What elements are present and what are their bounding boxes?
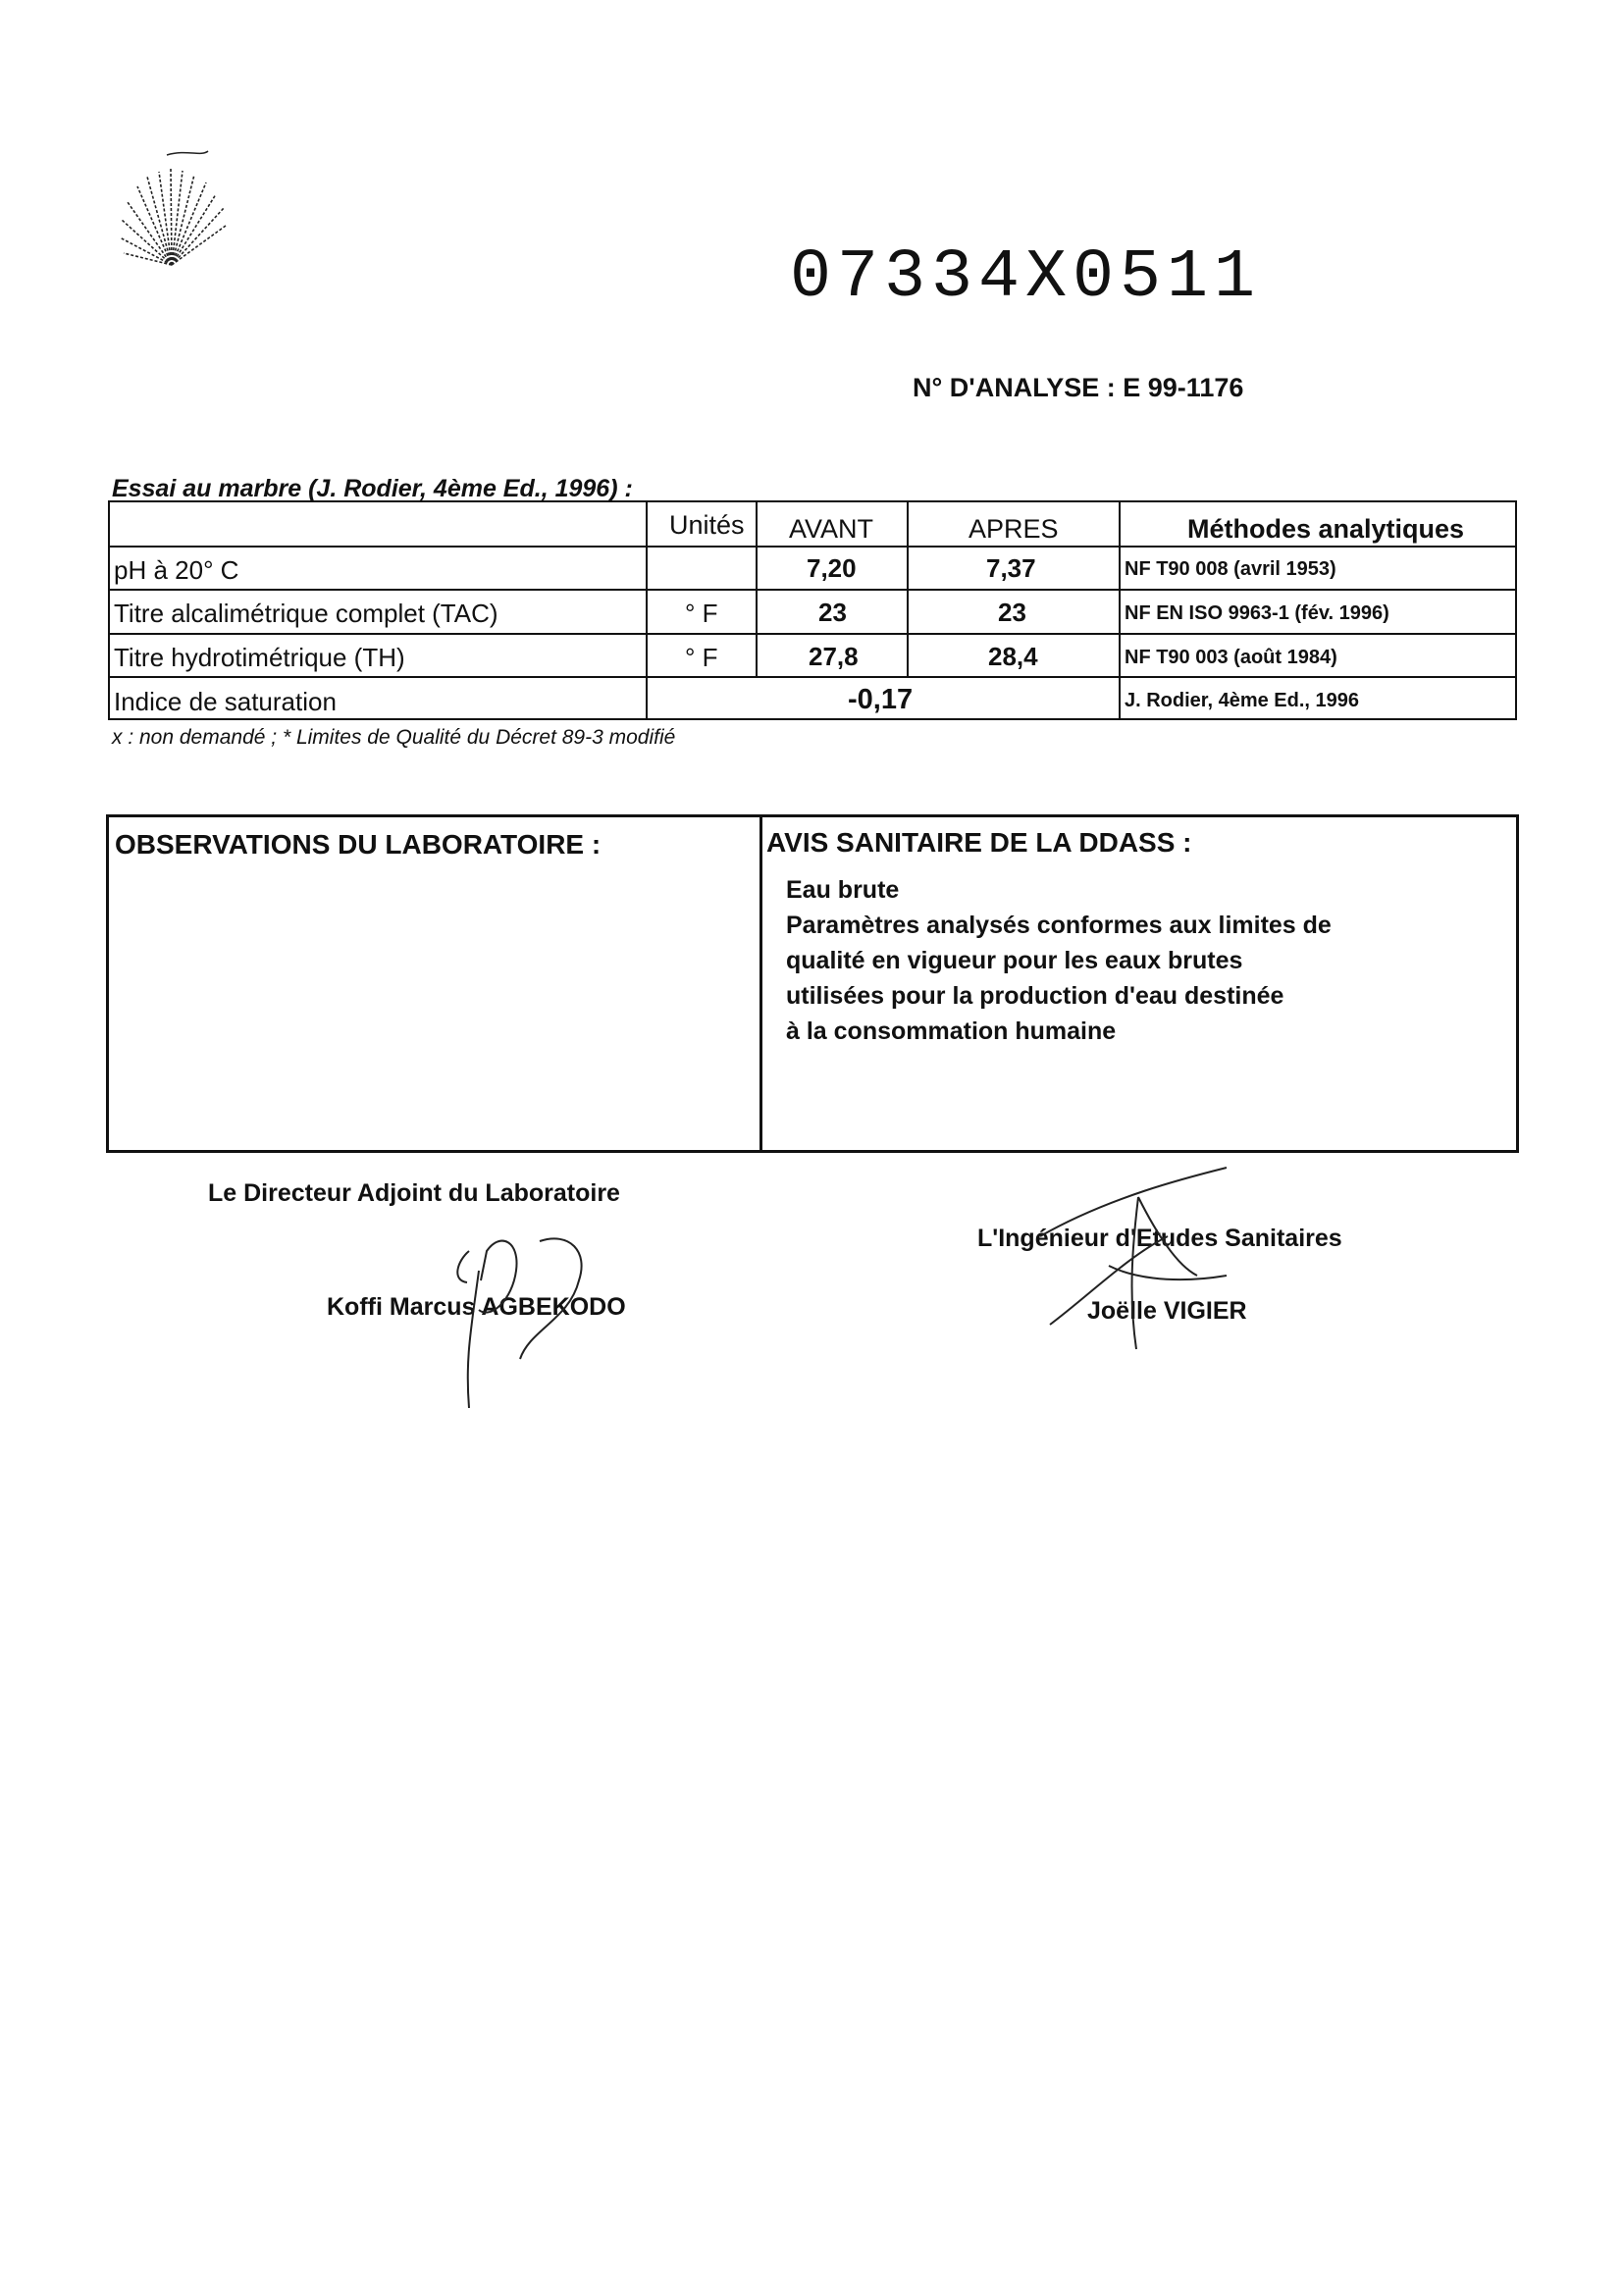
row-unit: ° F xyxy=(685,643,718,672)
table-rule xyxy=(110,589,1515,591)
header-methodes: Méthodes analytiques xyxy=(1187,514,1465,544)
row-unit: ° F xyxy=(685,599,718,628)
right-signature-scribble xyxy=(1030,1158,1256,1354)
right-signatory-name: Joëlle VIGIER xyxy=(1087,1297,1247,1325)
analyse-number-line xyxy=(913,373,1243,403)
header-avant: AVANT xyxy=(789,514,874,544)
essai-title: Essai au marbre (J. Rodier, 4ème Ed., 1996) : xyxy=(112,475,633,502)
left-signatory-name: Koffi Marcus AGBEKODO xyxy=(327,1293,626,1321)
row-apres-value: 7,37 xyxy=(986,553,1036,583)
table-rule xyxy=(110,633,1515,635)
avis-line: Eau brute xyxy=(786,876,900,904)
observations-box xyxy=(106,814,1519,1153)
lab-observations-title: OBSERVATIONS DU LABORATOIRE : xyxy=(115,829,602,860)
avis-line: à la consommation humaine xyxy=(786,1018,1117,1045)
row-avant-value: 27,8 xyxy=(809,642,859,671)
row-avant-value: 23 xyxy=(818,598,847,627)
left-signatory-title: Le Directeur Adjoint du Laboratoire xyxy=(208,1179,620,1207)
analyse-label: N° D'ANALYSE : xyxy=(913,373,1116,402)
avis-sanitaire-text xyxy=(786,872,1332,1049)
table-rule xyxy=(907,502,909,676)
row-method: NF EN ISO 9963-1 (fév. 1996) xyxy=(1125,602,1389,624)
analyse-number: E 99-1176 xyxy=(1123,373,1244,402)
table-rule xyxy=(756,502,758,676)
header-apres: APRES xyxy=(969,514,1059,544)
results-table xyxy=(108,500,1517,720)
footnote: x : non demandé ; * Limites de Qualité du Décret 89-3 modifié xyxy=(112,726,676,749)
row-apres-value: 28,4 xyxy=(988,642,1038,671)
table-rule xyxy=(1119,502,1121,720)
burst-logo-icon xyxy=(108,147,236,275)
header-unites: Unités xyxy=(669,510,745,540)
table-rule xyxy=(110,546,1515,548)
row-method: J. Rodier, 4ème Ed., 1996 xyxy=(1125,690,1360,711)
avis-line: qualité en vigueur pour les eaux brutes xyxy=(786,947,1243,974)
right-signatory-title: L'Ingénieur d'Etudes Sanitaires xyxy=(977,1225,1342,1252)
row-parameter: Titre hydrotimétrique (TH) xyxy=(114,643,405,672)
reference-code: 07334X0511 xyxy=(790,239,1262,317)
row-method: NF T90 003 (août 1984) xyxy=(1125,647,1337,668)
table-rule xyxy=(110,676,1515,678)
row-parameter: Indice de saturation xyxy=(114,687,337,716)
observations-divider xyxy=(759,817,762,1150)
row-parameter: Titre alcalimétrique complet (TAC) xyxy=(114,599,498,628)
row-method: NF T90 008 (avril 1953) xyxy=(1125,558,1336,580)
avis-line: utilisées pour la production d'eau destinée xyxy=(786,982,1284,1010)
row-apres-value: 23 xyxy=(998,598,1026,627)
left-signature-scribble xyxy=(422,1212,618,1408)
avis-sanitaire-title: AVIS SANITAIRE DE LA DDASS : xyxy=(766,827,1192,858)
avis-line: Paramètres analysés conformes aux limites de xyxy=(786,912,1332,939)
row-parameter: pH à 20° C xyxy=(114,555,239,585)
table-rule xyxy=(646,502,648,720)
saturation-value: -0,17 xyxy=(848,684,914,715)
row-avant-value: 7,20 xyxy=(807,553,857,583)
